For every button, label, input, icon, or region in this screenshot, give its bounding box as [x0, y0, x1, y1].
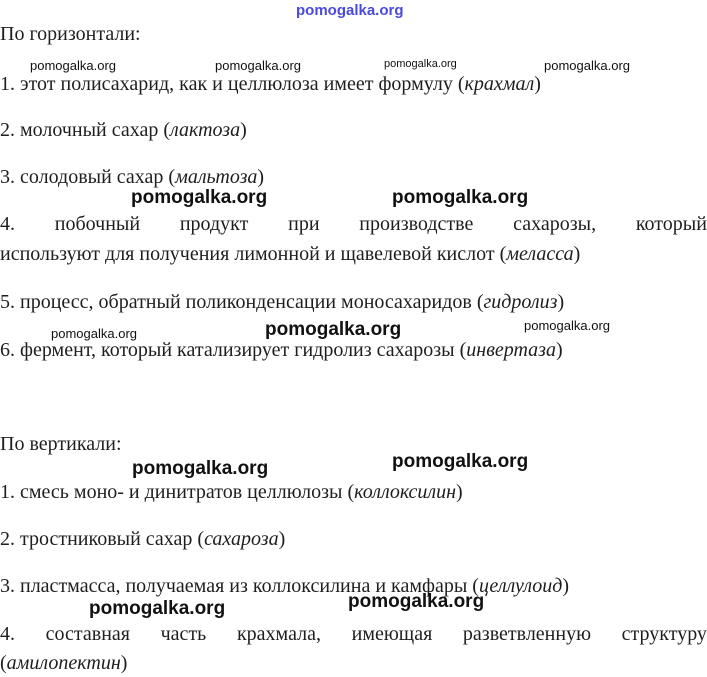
watermark: pomogalka.org: [392, 451, 529, 472]
item-close: ): [120, 652, 128, 674]
item-text: 1. этот полисахарид, как и целлюлоза имеет формулу (: [0, 73, 465, 95]
item-close: ): [557, 291, 565, 313]
item-text: 5. процесс, обратный поликонденсации моносахаридов (: [0, 291, 484, 313]
item-answer: гидролиз: [483, 291, 558, 313]
word: побочный: [54, 213, 141, 235]
horizontal-item-3: [0, 165, 707, 189]
word: составная: [45, 623, 130, 645]
item-close: ): [562, 575, 570, 597]
word: структуру: [621, 623, 707, 645]
item-answer: меласса: [506, 243, 574, 265]
horizontal-item-6: [0, 338, 707, 362]
item-close: ): [573, 243, 581, 265]
watermark: pomogalka.org: [524, 318, 610, 333]
vertical-item-1: [0, 480, 707, 504]
item-answer: целлулоид: [478, 575, 563, 597]
watermark: pomogalka.org: [131, 187, 268, 208]
word: 4.: [0, 623, 15, 645]
watermark: pomogalka.org: [348, 591, 485, 612]
word: имеющая: [351, 623, 433, 645]
watermark: pomogalka.org: [296, 2, 404, 19]
horizontal-item-1: [0, 72, 707, 96]
watermark: pomogalka.org: [51, 326, 137, 341]
watermark: pomogalka.org: [544, 58, 630, 73]
watermark: pomogalka.org: [89, 598, 226, 619]
word: сахарозы,: [513, 213, 597, 235]
watermark: pomogalka.org: [392, 187, 529, 208]
vertical-heading: По вертикали:: [0, 433, 122, 455]
item-answer: сахароза: [204, 528, 279, 550]
horizontal-item-5: [0, 290, 707, 314]
word: который: [635, 213, 707, 235]
watermark: pomogalka.org: [132, 458, 269, 479]
item-text: используют для получения лимонной и щавелевой кислот (: [0, 243, 507, 265]
word: при: [288, 213, 320, 235]
item-close: ): [555, 339, 563, 361]
item-answer: инвертаза: [466, 339, 556, 361]
word: часть: [160, 623, 207, 645]
vertical-item-4-line-2: [0, 651, 707, 675]
item-text: 3. солодовый сахар (: [0, 166, 176, 188]
word: продукт: [179, 213, 249, 235]
word: производстве: [359, 213, 474, 235]
item-text: (: [0, 652, 7, 674]
item-text: 1. смесь моно- и динитратов целлюлозы (: [0, 481, 355, 503]
word: разветвленную: [462, 623, 592, 645]
horizontal-item-4-line-1: [0, 212, 707, 236]
watermark: pomogalka.org: [215, 58, 301, 73]
item-close: ): [257, 166, 265, 188]
item-answer: мальтоза: [175, 166, 258, 188]
watermark: pomogalka.org: [265, 319, 402, 340]
watermark: pomogalka.org: [30, 58, 116, 73]
word: крахмала,: [236, 623, 321, 645]
item-text: 6. фермент, который катализирует гидролиз сахарозы (: [0, 339, 467, 361]
item-text: 2. тростниковый сахар (: [0, 528, 205, 550]
item-answer: амилопектин: [6, 652, 121, 674]
vertical-item-4-line-1: [0, 622, 707, 646]
horizontal-item-4-line-2: [0, 242, 707, 266]
item-close: ): [278, 528, 286, 550]
item-answer: коллоксилин: [354, 481, 457, 503]
item-answer: крахмал: [464, 73, 535, 95]
item-close: ): [534, 73, 541, 95]
item-close: ): [456, 481, 463, 503]
item-answer: лактоза: [170, 119, 241, 141]
word: 4.: [0, 213, 15, 235]
horizontal-heading: По горизонтали:: [0, 23, 141, 45]
vertical-item-2: [0, 527, 707, 551]
item-text: 2. молочный сахар (: [0, 119, 171, 141]
item-text: 3. пластмасса, получаемая из коллоксилина и камфары (: [0, 575, 479, 597]
item-close: ): [240, 119, 247, 141]
watermark: pomogalka.org: [384, 58, 457, 70]
horizontal-item-2: [0, 118, 707, 142]
